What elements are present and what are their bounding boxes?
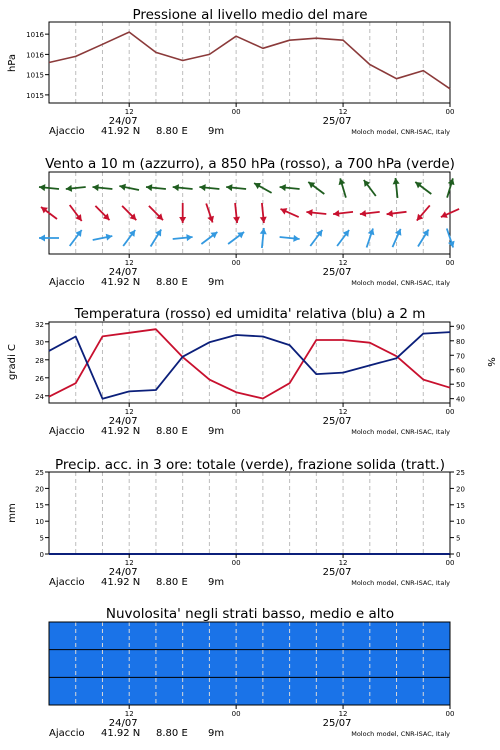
y-tick-label: 25 — [35, 469, 44, 477]
wind-arrow — [254, 183, 272, 193]
cloud-cell — [183, 622, 210, 650]
cloud-cell — [156, 677, 183, 705]
station-name: Ajaccio — [49, 426, 85, 437]
x-tick-label: 12 — [124, 710, 134, 718]
wind-arrow — [179, 203, 186, 223]
x-tick-label: 00 — [445, 710, 455, 718]
station-latitude: 41.92 N — [101, 728, 141, 739]
y-tick-label: 5 — [39, 534, 44, 543]
model-credit: Moloch model, CNR-ISAC, Italy — [351, 128, 450, 136]
cloud-cell — [156, 650, 183, 678]
wind-arrow-head — [199, 184, 205, 191]
pressure-plot-frame — [49, 22, 450, 103]
series-line — [49, 329, 450, 398]
wind-arrow-head — [233, 217, 240, 223]
wind-arrow — [146, 184, 166, 191]
station-elevation: 9m — [208, 126, 225, 137]
station-name: Ajaccio — [49, 126, 85, 137]
wind-arrow — [367, 229, 375, 248]
x-tick-label: 00 — [445, 408, 455, 416]
pressure-title: Pressione al livello medio del mare — [132, 7, 368, 23]
humidity-y-axis-label: % — [485, 357, 496, 367]
cloud-cell — [263, 677, 290, 705]
cloud-cell — [129, 677, 156, 705]
temperature-title: Temperatura (rosso) ed umidita' relativa (blu) a 2 m — [74, 306, 426, 322]
wind-arrow-head — [39, 235, 45, 242]
cloud-cell — [397, 650, 424, 678]
x-tick-label: 00 — [231, 559, 241, 567]
cloud-cell — [370, 650, 397, 678]
station-name: Ajaccio — [49, 277, 85, 288]
x-tick-label: 12 — [124, 408, 134, 416]
wind-arrow — [447, 178, 454, 197]
precipitation-title: Precip. acc. in 3 ore: totale (verde), frazione solida (tratt.) — [55, 457, 445, 473]
cloud-cell — [343, 650, 370, 678]
x-tick-label: 00 — [445, 108, 455, 116]
cloud-panel — [49, 606, 454, 739]
cloud-cell — [49, 677, 76, 705]
x-tick-label: 12 — [338, 259, 348, 267]
date-label: 25/07 — [322, 267, 352, 278]
cloud-cell — [156, 622, 183, 650]
x-tick-label: 12 — [338, 408, 348, 416]
cloud-cell — [316, 650, 343, 678]
wind-arrow — [447, 229, 455, 248]
cloud-cell — [209, 677, 236, 705]
wind-arrow-head — [66, 185, 72, 192]
wind-arrow-head — [260, 228, 267, 234]
wind-arrow-head — [186, 234, 192, 241]
precipitation-y-axis-label: mm — [7, 503, 18, 523]
station-elevation: 9m — [208, 577, 225, 588]
temperature-panel — [7, 306, 496, 437]
cloud-cell — [397, 622, 424, 650]
y-tick-label: 15 — [35, 501, 44, 510]
x-tick-label: 12 — [124, 108, 134, 116]
x-tick-label: 12 — [338, 108, 348, 116]
wind-arrow — [308, 182, 324, 194]
x-tick-label: 00 — [231, 408, 241, 416]
wind-arrow-head — [293, 235, 299, 242]
wind-arrow-head — [93, 184, 99, 191]
y-tick-label: 20 — [35, 485, 44, 494]
model-credit: Moloch model, CNR-ISAC, Italy — [351, 428, 450, 436]
station-longitude: 8.80 E — [156, 426, 188, 437]
cloud-cell — [76, 650, 103, 678]
temperature-y-axis-label: gradi C — [7, 344, 18, 380]
station-elevation: 9m — [208, 426, 225, 437]
y2-tick-label: 60 — [456, 366, 465, 375]
y2-tick-label: 80 — [456, 337, 465, 346]
series-line — [49, 32, 450, 89]
station-name: Ajaccio — [49, 728, 85, 739]
station-latitude: 41.92 N — [101, 577, 141, 588]
y-tick-label: 0 — [39, 551, 44, 559]
wind-arrow — [173, 184, 193, 191]
y2-tick-label: 25 — [456, 469, 465, 477]
wind-arrow-head — [226, 184, 232, 191]
y-tick-label: 24 — [35, 392, 44, 401]
cloud-cell — [316, 622, 343, 650]
x-tick-label: 12 — [338, 710, 348, 718]
y-tick-label: 1015 — [26, 71, 44, 80]
y2-tick-label: 70 — [456, 352, 465, 361]
date-label: 24/07 — [108, 567, 138, 578]
station-longitude: 8.80 E — [156, 577, 188, 588]
date-label: 24/07 — [108, 718, 138, 729]
wind-arrow-head — [146, 184, 152, 191]
date-label: 24/07 — [108, 116, 138, 127]
station-elevation: 9m — [208, 277, 225, 288]
model-credit: Moloch model, CNR-ISAC, Italy — [351, 279, 450, 287]
model-credit: Moloch model, CNR-ISAC, Italy — [351, 730, 450, 738]
pressure-y-axis-label: hPa — [7, 53, 18, 73]
date-label: 25/07 — [322, 567, 352, 578]
precipitation-plot-frame — [49, 472, 450, 554]
wind-arrow — [260, 203, 267, 223]
wind-arrow — [93, 234, 113, 241]
date-label: 25/07 — [322, 718, 352, 729]
x-tick-label: 00 — [445, 559, 455, 567]
wind-arrow-head — [360, 210, 366, 217]
wind-arrow-head — [173, 184, 179, 191]
y-tick-label: 28 — [35, 356, 44, 365]
wind-arrow-head — [280, 184, 286, 191]
station-latitude: 41.92 N — [101, 277, 141, 288]
cloud-cell — [370, 677, 397, 705]
cloud-cell — [129, 622, 156, 650]
cloud-cell — [76, 622, 103, 650]
y2-tick-label: 50 — [456, 381, 465, 390]
wind-arrow — [415, 182, 431, 194]
wind-panel — [39, 156, 459, 288]
y2-tick-label: 20 — [456, 485, 465, 494]
y2-tick-label: 5 — [456, 534, 461, 543]
cloud-cell — [343, 622, 370, 650]
y2-tick-label: 90 — [456, 323, 465, 332]
y2-tick-label: 40 — [456, 395, 465, 404]
wind-title: Vento a 10 m (azzurro), a 850 hPa (rosso), a 700 hPa (verde) — [45, 156, 455, 172]
date-label: 24/07 — [108, 416, 138, 427]
station-latitude: 41.92 N — [101, 426, 141, 437]
cloud-cell — [236, 622, 263, 650]
y-tick-label: 1016 — [26, 51, 44, 60]
cloud-cell — [236, 677, 263, 705]
wind-arrow — [339, 178, 346, 197]
wind-arrow — [233, 203, 240, 223]
cloud-cell — [209, 622, 236, 650]
date-label: 24/07 — [108, 267, 138, 278]
cloud-cell — [49, 622, 76, 650]
cloud-cell — [183, 677, 210, 705]
wind-arrow-head — [106, 234, 113, 241]
station-latitude: 41.92 N — [101, 126, 141, 137]
date-label: 25/07 — [322, 116, 352, 127]
wind-arrow-head — [393, 178, 400, 184]
cloud-cell — [263, 622, 290, 650]
x-tick-label: 00 — [445, 259, 455, 267]
cloud-title: Nuvolosita' negli strati basso, medio e alto — [105, 606, 395, 622]
y-tick-label: 32 — [35, 320, 44, 329]
cloud-cell — [102, 622, 129, 650]
wind-arrow-head — [119, 184, 126, 191]
wind-arrow — [280, 184, 300, 191]
cloud-cell — [290, 650, 317, 678]
wind-arrow — [93, 184, 113, 191]
x-tick-label: 12 — [124, 559, 134, 567]
wind-arrow — [66, 185, 86, 192]
y-tick-label: 26 — [35, 374, 44, 383]
cloud-cell — [102, 650, 129, 678]
x-tick-label: 00 — [231, 710, 241, 718]
cloud-cell — [290, 677, 317, 705]
date-label: 25/07 — [322, 416, 352, 427]
station-longitude: 8.80 E — [156, 728, 188, 739]
wind-arrow-head — [39, 184, 45, 191]
cloud-cell — [236, 650, 263, 678]
station-elevation: 9m — [208, 728, 225, 739]
y-tick-label: 10 — [35, 518, 44, 527]
x-tick-label: 00 — [231, 108, 241, 116]
model-credit: Moloch model, CNR-ISAC, Italy — [351, 579, 450, 587]
y2-tick-label: 0 — [456, 551, 461, 559]
cloud-cell — [423, 677, 450, 705]
y-tick-label: 1015 — [26, 91, 44, 100]
wind-arrow-head — [306, 209, 312, 216]
wind-arrow — [206, 204, 214, 223]
cloud-cell — [129, 650, 156, 678]
y-tick-label: 30 — [35, 338, 44, 347]
cloud-cell — [343, 677, 370, 705]
station-longitude: 8.80 E — [156, 126, 188, 137]
cloud-cell — [397, 677, 424, 705]
y2-tick-label: 15 — [456, 501, 465, 510]
y-tick-label: 1016 — [26, 31, 44, 40]
cloud-cell — [423, 622, 450, 650]
temperature-plot-frame — [49, 322, 450, 403]
cloud-cell — [370, 622, 397, 650]
wind-arrow-head — [333, 210, 339, 217]
cloud-cell — [316, 677, 343, 705]
wind-arrow — [226, 184, 246, 191]
cloud-cell — [102, 677, 129, 705]
cloud-cell — [76, 677, 103, 705]
cloud-cell — [290, 622, 317, 650]
x-tick-label: 12 — [338, 559, 348, 567]
cloud-cell — [183, 650, 210, 678]
cloud-cell — [263, 650, 290, 678]
station-longitude: 8.80 E — [156, 277, 188, 288]
x-tick-label: 12 — [124, 259, 134, 267]
wind-arrow-head — [260, 217, 267, 223]
series-line — [49, 332, 450, 399]
cloud-cell — [209, 650, 236, 678]
x-tick-label: 00 — [231, 259, 241, 267]
station-name: Ajaccio — [49, 577, 85, 588]
cloud-cell — [49, 650, 76, 678]
precipitation-panel — [7, 457, 465, 588]
cloud-cell — [423, 650, 450, 678]
pressure-panel — [7, 7, 454, 137]
wind-arrow — [199, 184, 219, 191]
wind-arrow-head — [179, 217, 186, 223]
y2-tick-label: 10 — [456, 518, 465, 527]
